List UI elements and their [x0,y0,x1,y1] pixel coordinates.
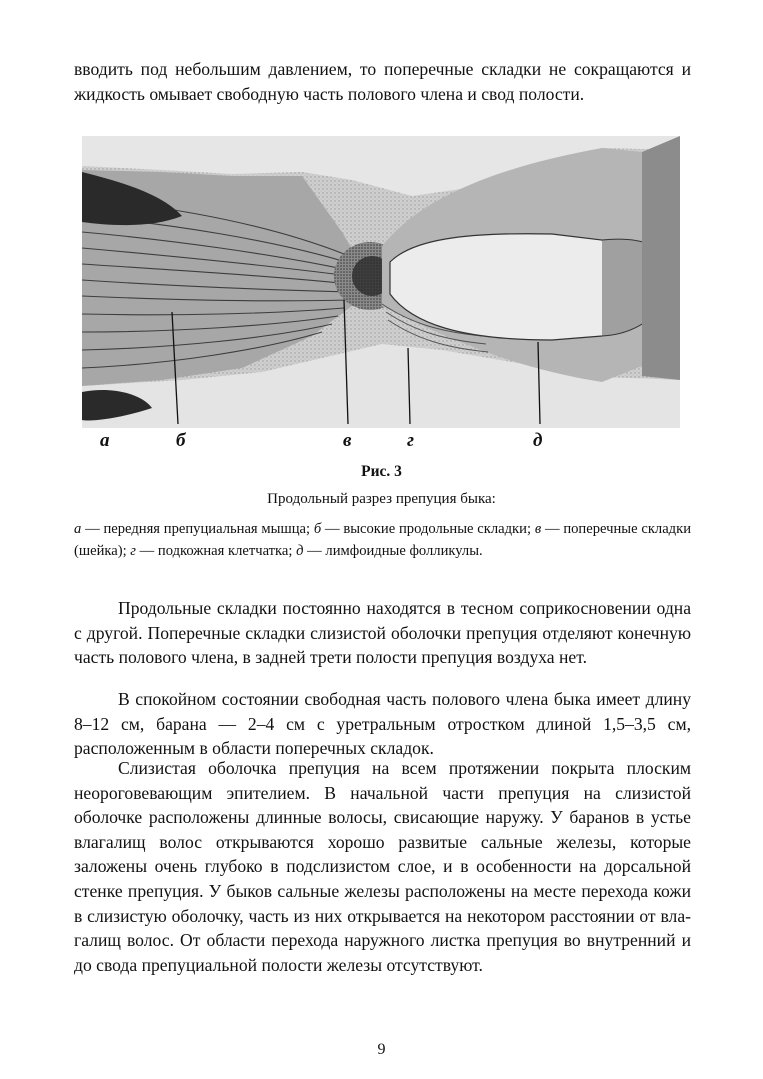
legend-key: а [74,521,82,537]
page-number: 9 [377,1041,386,1058]
figure-label-a: а [100,430,110,451]
figure-illustration [82,136,680,428]
legend-text: — лимфоидные фолликулы. [303,543,483,559]
legend-key: г [130,543,136,559]
legend-text: — высокие продольные складки; [321,521,535,537]
figure-label-b: б [176,430,186,451]
figure-label-d: д [533,430,543,451]
figure-label-v: в [343,430,352,451]
figure-caption-subtitle: Продольный разрез препуция быка: [267,491,496,507]
body-paragraph-intro: вводить под небольшим давлением, то поперечные складки не сокращаются и жидкость омывает свободную часть полового члена и свод полости. [74,59,691,104]
legend-text: — передняя препуциальная мышца; [81,521,314,537]
body-paragraph-2: В спокойном состоянии свободная часть полового члена быка имеет длину 8–12 см, барана — 2–4 см с уретральным отростком длиной 1,5–3,5 см, расположенным в области поперечных складок. [74,689,691,759]
legend-text: — поперечные складки (шейка); [74,521,691,559]
figure-label-g: г [407,430,415,451]
legend-key: в [534,521,542,537]
legend-key: д [296,543,304,559]
figure-legend [74,518,691,562]
body-paragraph-3: Слизистая оболочка препуция на всем протяжении покрыта плоским неороговевающим эпителием. В начальной части препуция на слизистой оболочке расположены длинные волосы, свисающие наружу. У баранов в устье влагалищ волос открываются хорошо развитые сальные железы, которые заложены очень глубоко в подслизистом слое, и в особенности на дорсальной стенке препуция. У быков сальные железы расположены на месте перехода кожи в слизистую оболочку, часть из них открывается на некотором расстоянии от влагалищ волос. От области перехода наружного листка препуция во внутренний и до свода препуциальной полости железы отсутствуют. [74,758,691,975]
legend-key: б [313,521,322,537]
body-paragraph-1: Продольные складки постоянно находятся в тесном соприкосновении одна с другой. Поперечные складки слизистой оболочки препуция отделяют конечную часть полового члена, в задней трети полости препуция воздуха нет. [74,598,691,668]
figure-caption-title: Рис. 3 [361,463,402,480]
legend-text: — подкожная клетчатка; [136,543,297,559]
